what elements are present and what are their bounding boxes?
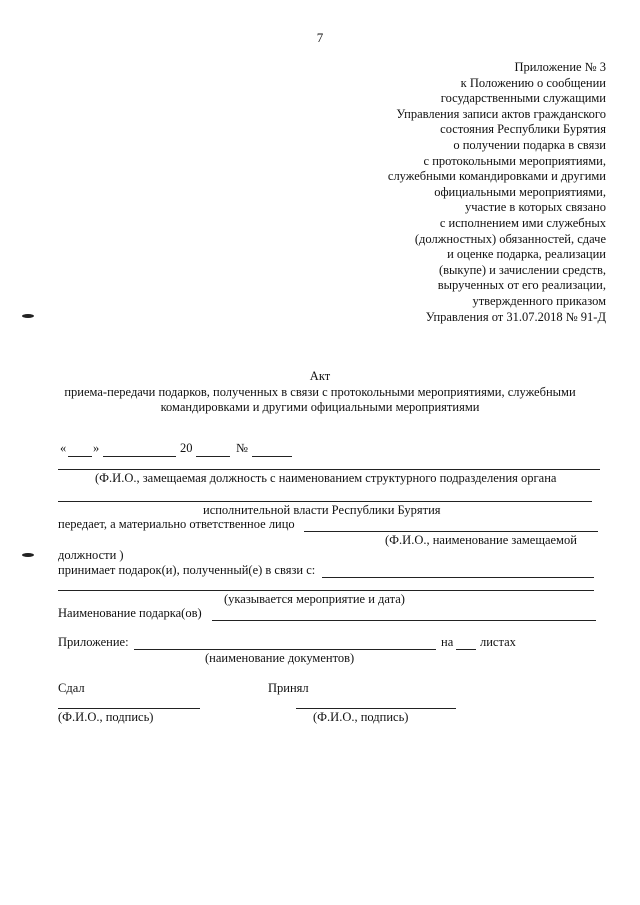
event-field[interactable] bbox=[322, 577, 594, 578]
gift-name-field[interactable] bbox=[212, 620, 596, 621]
date-quote-open: « bbox=[60, 441, 67, 455]
appendix-line: с протокольными мероприятиями, bbox=[423, 153, 606, 168]
appendix-line: участие в которых связано bbox=[464, 200, 606, 215]
caption-fio-position: (Ф.И.О., замещаемая должность с наименованием структурного подразделения органа bbox=[95, 471, 557, 485]
signature-left-field[interactable] bbox=[58, 708, 200, 709]
act-number-field[interactable] bbox=[252, 456, 292, 457]
gift-name-label: Наименование подарка(ов) bbox=[58, 606, 202, 620]
accepts-text: принимает подарок(и), полученный(е) в связи с: bbox=[58, 563, 316, 577]
appendix-line: состояния Республики Бурятия bbox=[440, 122, 606, 137]
received-label: Принял bbox=[268, 681, 309, 695]
appendix-line: утвержденного приказом bbox=[472, 293, 606, 308]
caption-signature-right: (Ф.И.О., подпись) bbox=[313, 710, 409, 724]
sheets-count-field[interactable] bbox=[456, 649, 476, 650]
event-field-continued[interactable] bbox=[58, 590, 594, 591]
date-month-field[interactable] bbox=[103, 456, 176, 457]
appendix-line: Приложение № 3 bbox=[514, 60, 606, 74]
year-prefix: 20 bbox=[180, 441, 193, 455]
punch-mark bbox=[22, 553, 34, 557]
appendix-line: Управления записи актов гражданского bbox=[396, 106, 606, 121]
appendix-line: и оценке подарка, реализации bbox=[447, 247, 606, 262]
sheets-label: листах bbox=[480, 635, 516, 649]
appendix-line: вырученных от его реализации, bbox=[437, 278, 606, 293]
date-year-field[interactable] bbox=[196, 456, 230, 457]
date-day-field[interactable] bbox=[68, 456, 92, 457]
handed-label: Сдал bbox=[58, 681, 85, 695]
appendix-line: служебными командировками и другими bbox=[387, 169, 606, 184]
act-title bbox=[0, 369, 640, 416]
fio-position-field[interactable] bbox=[58, 469, 600, 470]
appendix-documents-field[interactable] bbox=[134, 649, 436, 650]
responsible-person-field[interactable] bbox=[304, 531, 598, 532]
appendix-block bbox=[388, 60, 606, 325]
caption-documents: (наименование документов) bbox=[205, 651, 355, 665]
caption-event-date: (указывается мероприятие и дата) bbox=[224, 592, 405, 606]
caption-executive: исполнительной власти Республики Бурятия bbox=[203, 503, 441, 517]
transfers-text: передает, а материально ответственное лицо bbox=[58, 517, 295, 531]
page-number: 7 bbox=[316, 30, 324, 45]
act-title-line: командировками и другими официальными мероприятиями bbox=[160, 400, 480, 415]
appendix-line: (должностных) обязанностей, сдаче bbox=[414, 231, 606, 246]
caption-signature-left: (Ф.И.О., подпись) bbox=[58, 710, 154, 724]
punch-mark bbox=[22, 314, 34, 318]
on-label: на bbox=[441, 635, 454, 649]
act-heading: Акт bbox=[309, 369, 331, 383]
appendix-line: официальными мероприятиями, bbox=[434, 184, 606, 199]
signature-right-field[interactable] bbox=[296, 708, 456, 709]
appendix-label: Приложение: bbox=[58, 635, 129, 649]
date-quote-close: » bbox=[93, 441, 100, 455]
executive-organ-field[interactable] bbox=[58, 501, 592, 502]
appendix-line: Управления от 31.07.2018 № 91-Д bbox=[425, 309, 606, 324]
appendix-line: к Положению о сообщении bbox=[460, 75, 606, 90]
caption-fio-name: (Ф.И.О., наименование замещаемой bbox=[385, 533, 577, 547]
caption-position-end: должности ) bbox=[58, 548, 124, 562]
appendix-line: о получении подарка в связи bbox=[453, 137, 606, 152]
act-title-line: приема-передачи подарков, полученных в связи с протокольными мероприятиями, служебными bbox=[64, 384, 576, 399]
appendix-line: государственными служащими bbox=[440, 91, 606, 106]
number-sign: № bbox=[236, 441, 248, 455]
appendix-line: с исполнением ими служебных bbox=[439, 215, 606, 230]
appendix-line: (выкупе) и зачислении средств, bbox=[438, 262, 606, 277]
